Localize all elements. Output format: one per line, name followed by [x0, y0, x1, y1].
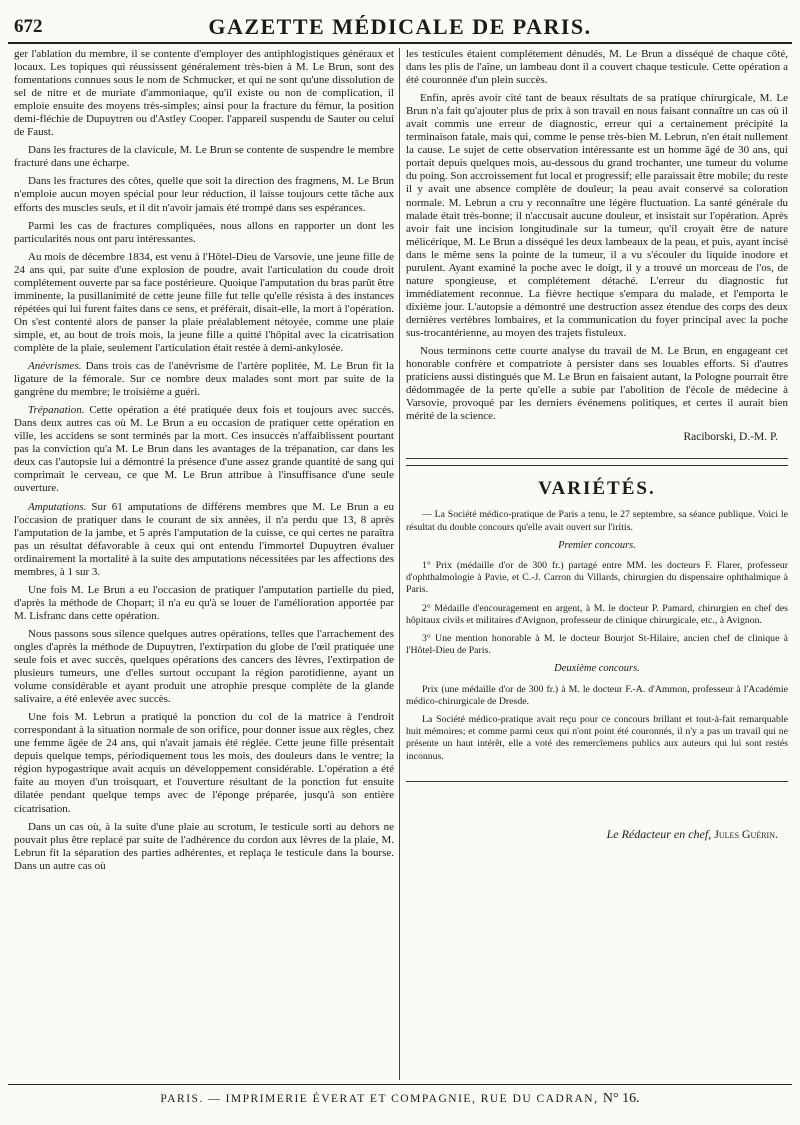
paragraph-trepanation: [14, 404, 394, 495]
section-lead: Anévrismes.: [28, 360, 82, 373]
editor-name: Jules Guérin.: [714, 826, 778, 841]
header-rule: [8, 42, 792, 44]
paragraph: Parmi les cas de fractures compliquées, nous allons en rapporter un dont les particularités nous ont paru intéressantes.: [14, 219, 394, 245]
paragraph: Dans les fractures des côtes, quelle que soit la direction des fragmens, M. Le Brun n'emploie aucun moyen spécial pour leur réduction, il laisse toujours cette tâche aux efforts des muscles seuls, et il dit n'avoir jamais été trompé dans ses espérances.: [14, 175, 394, 214]
column-divider: [399, 48, 400, 1080]
section-rule: [406, 465, 788, 466]
editor-signature: [406, 828, 778, 841]
paragraph: Enfin, après avoir cité tant de beaux résultats de sa pratique chirurgicale, M. Le Brun n'a fait qu'ajouter plus de prix à son travail en nous faisant connaître un cas où il avait commis une erreur de diagnostic, erreur qui a certainement précipité la terminaison fatale, mais qui, comme le pense très-bien M. Lebrun, n'en était nullement la cause. Le sujet de cette observation intéressante est un homme âgé de 30 ans, qui portait depuis quelques mois, au-dessous du grand trochanter, une tumeur du volume du poing. Son accroissement fut local et progressif; elle paraissait être mobile; du reste il y avait une absence complète de douleur; la peau avait conservé sa coloration normale. M. Lebrun a cru y reconnaître une légère fluctuation. La santé générale du malade était très-bonne; il n'accusait aucune douleur, et insistait sur l'opération. Après avoir fait une incision longitudinale sur la tumeur, qu'il croyait être de nature mélicérique, M. Le Brun a disséqué les deux lambeaux de la peau, et puis, ayant incisé dans le même sens la pointe de la tumeur, il a vu s'écouler du liquide inodore et purulent. Ayant examiné la poche avec le doigt, il y a trouvé un morceau de l'os, de nature spongieuse, et complétement détaché. L'erreur du diagnostic fut immédiatement reconnue. La fièvre hectique s'empara du malade, et l'emporta le dixième jour. L'autopsie a démontré une destruction assez étendue des corps des deux dernières vertèbres lombaires, et la communication du foyer principal avec la poche sus-trocantérienne, au moyen des trajets fistuleux.: [406, 92, 788, 339]
subheading: Premier concours.: [558, 539, 636, 551]
page-header: [8, 0, 792, 44]
paragraph: Dans les fractures de la clavicule, M. Le Brun se contente de suspendre le membre fracturé dans une écharpe.: [14, 144, 394, 170]
section-rule: [406, 458, 788, 459]
paragraph: — La Société médico-pratique de Paris a tenu, le 27 septembre, sa séance publique. Voici le résultat du double concours qu'elle avait ouvert sur l'iritis.: [406, 509, 788, 533]
page-footer: [8, 1084, 792, 1107]
paragraph: Nous terminons cette courte analyse du travail de M. Le Brun, en engageant cet honorable confrère et compatriote à persister dans ses louables efforts. Si d'autres praticiens aussi distingués que M. Le Brun en faisaient autant, la Pologne pourrait être dédommagée de la perte qu'elle a subie par l'abolition de l'école de médecine à Varsovie, provoqué par les derniers événemens politiques, et certes il aurait bien mérité de la science.: [406, 345, 788, 423]
paragraph-aneurysm: [14, 360, 394, 399]
paragraph-text: Sur 61 amputations de différens membres que M. Le Brun a eu l'occasion de pratiquer dans le courant de six années, il n'a perdu que 13, 8 après l'amputation de la jambe, et 5 après l'amputation de la cuisse, ce qui certes ne paraîtra pas un résultat défavorable à ceux qui ont entendu l'immortel Dupuytren évaluer ordinairement la mortalité à la suite des amputations nécessitées par les affections des membres, à 1 sur 3.: [14, 500, 394, 578]
journal-title: GAZETTE MÉDICALE DE PARIS.: [208, 14, 592, 39]
paragraph: 3° Une mention honorable à M. le docteur Bourjot St-Hilaire, ancien chef de clinique à l'Hôtel-Dieu de Paris.: [406, 633, 788, 657]
paragraph-text: Cette opération a été pratiquée deux fois et toujours avec succès. Dans deux autres cas où M. Le Brun a eu occasion de pratiquer cette opération en ville, les accidens se sont terminés par la mort. Ces insuccès n'affaiblissent pourtant pas la conviction qu'a M. Le Brun dans les avantages de la trépanation, car dans les deux cas l'autopsie lui a démontré la présence d'une assez grande quantité de sang qui comprimait le cerveau, ce que M. Le Brun attribue à l'insuffisance d'une seule ouverture.: [14, 404, 394, 495]
paragraph-text: Dans trois cas de l'anévrisme de l'artère poplitée, M. Le Brun fit la ligature de la fémorale. Sur ce nombre deux malades sont mort par suite de la gangrène du membre; le troisième a guéri.: [14, 360, 394, 399]
paragraph: La Société médico-pratique avait reçu pour ce concours brillant et tout-à-fait remarquable huit mémoires; et comme parmi ceux qui n'ont point été couronnés, il n'y a pas un travail qui ne présente un haut intérêt, elle a voté des remercîemens publics aux auteurs qui lui sont restés inconnus.: [406, 714, 788, 762]
left-column: [14, 48, 394, 1078]
paragraph: ger l'ablation du membre, il se contente d'employer des antiphlogistiques généraux et locaux. Les topiques qui réussissent généralement très-bien à M. Le Brun, sont des fomentations connues sous le nom de Schmucker, et qui ne sont qu'une dissolution de sel de nitre et de muriate d'ammoniaque, qu'il existe ou non de complication, il emploie ensuite des moyens très-simples; ainsi pour la fracture du fémur, la position demi-fléchie de Dupuytren ou d'Astley Cooper. l'appareil suspendu de Sauter ou celui de Faust.: [14, 48, 394, 139]
paragraph: les testicules étaient complétement dénudés, M. Le Brun a disséqué de chaque côté, dans les plis de l'aîne, un lambeau dont il a couvert chaque testicule. Cette opération a été couronnée d'un plein succès.: [406, 48, 788, 87]
right-column: [406, 48, 788, 1078]
editor-label: Le Rédacteur en chef,: [606, 826, 712, 841]
paragraph-amputations: [14, 501, 394, 579]
paragraph: Une fois M. Lebrun a pratiqué la ponction du col de la matrice à l'endroit correspondant à la situation normale de son orifice, pour donner issue aux règles, chez une femme âgée de 24 ans, qui n'avait jamais été réglée. Cette jeune fille présentait depuis quelque temps, périodiquement tous les mois, des douleurs dans le ventre; la région hypogastrique avait acquis un développement considérable. L'opération a été faite au moyen d'un troisquart, et l'ouverture résultant de la ponction fut ensuite dilatée pendant quelque temps avec de l'éponge préparée, jusqu'à son entière cicatrisation.: [14, 711, 394, 815]
subheading: Deuxième concours.: [554, 663, 640, 675]
printer-line: PARIS. — IMPRIMERIE ÉVERAT ET COMPAGNIE, RUE DU CADRAN,: [160, 1093, 599, 1105]
varietes-body: [406, 509, 788, 762]
paragraph: 1° Prix (médaille d'or de 300 fr.) partagé entre MM. les docteurs F. Flarer, professeur d'ophthalmologie à Pavie, et C.-J. Carron du Villards, chirurgien du dispensaire ophthalmique à Paris.: [406, 560, 788, 596]
section-lead: Amputations.: [28, 500, 87, 513]
varietes-heading: VARIÉTÉS.: [538, 478, 656, 500]
paragraph: Au mois de décembre 1834, est venu à l'Hôtel-Dieu de Varsovie, une jeune fille de 24 ans qui, par suite d'une explosion de poudre, avait l'articulation du coude droit complétement ouverte par sa face postérieure. Quoique l'amputation du bras parût être imminente, la pusillanimité de cette jeune fille fut telle qu'elle résista à des instances répétées qui lui furent faites dans ce sens, et préférait, disait-elle, la mort à l'opération. On s'est contenté alors de panser la plaie préalablement nétoyée, comme une plaie simple, et, au bout de trois mois, la jeune fille a quitté l'hôpital avec la cicatrisation complète de la plaie, seulement l'articulation était restée à demi-ankylosée.: [14, 250, 394, 354]
page-number: 672: [14, 16, 43, 37]
paragraph: Nous passons sous silence quelques autres opérations, telles que l'arrachement des ongles d'après la méthode de Dupuytren, l'extirpation du globe de l'œil pratiquée une seule fois et avec succès, quelques opérations des cancers des lèvres, l'extirpation de plusieurs tumeurs, une d'elles surtout occupant la région parotidienne, ayant un volume considérable et ayant produit une atrophie presque complète de la glande salivaire, a été enlevée avec succès.: [14, 627, 394, 706]
paragraph: Prix (une médaille d'or de 300 fr.) à M. le docteur F.-A. d'Ammon, professeur à l'Académie médico-chirurgicale de Dresde.: [406, 683, 788, 707]
issue-number: N° 16.: [602, 1091, 640, 1106]
paragraph: Une fois M. Le Brun a eu l'occasion de pratiquer l'amputation partielle du pied, d'après la méthode de Chopart; il n'a eu qu'à se louer de l'amélioration apportée par M. Lisfranc dans cette opération.: [14, 583, 394, 622]
section-rule: [406, 781, 788, 782]
paragraph: 2° Médaille d'encouragement en argent, à M. le docteur P. Pamard, chirurgien en chef des hôpitaux civils et militaires d'Avignon, professeur de clinique chirurgicale, etc., à Avignon.: [406, 602, 788, 626]
paragraph: Dans un cas où, à la suite d'une plaie au scrotum, le testicule sorti au dehors ne pouvait plus être replacé par suite de l'adhérence du cordon aux lèvres de la plaie, M. Lebrun fit la séparation des parties adhérentes, et replaça le testicule dans la bourse. Dans un autre cas où: [14, 820, 394, 872]
section-lead: Trépanation.: [28, 404, 85, 417]
author-signature: Raciborski, D.-M. P.: [683, 431, 778, 444]
